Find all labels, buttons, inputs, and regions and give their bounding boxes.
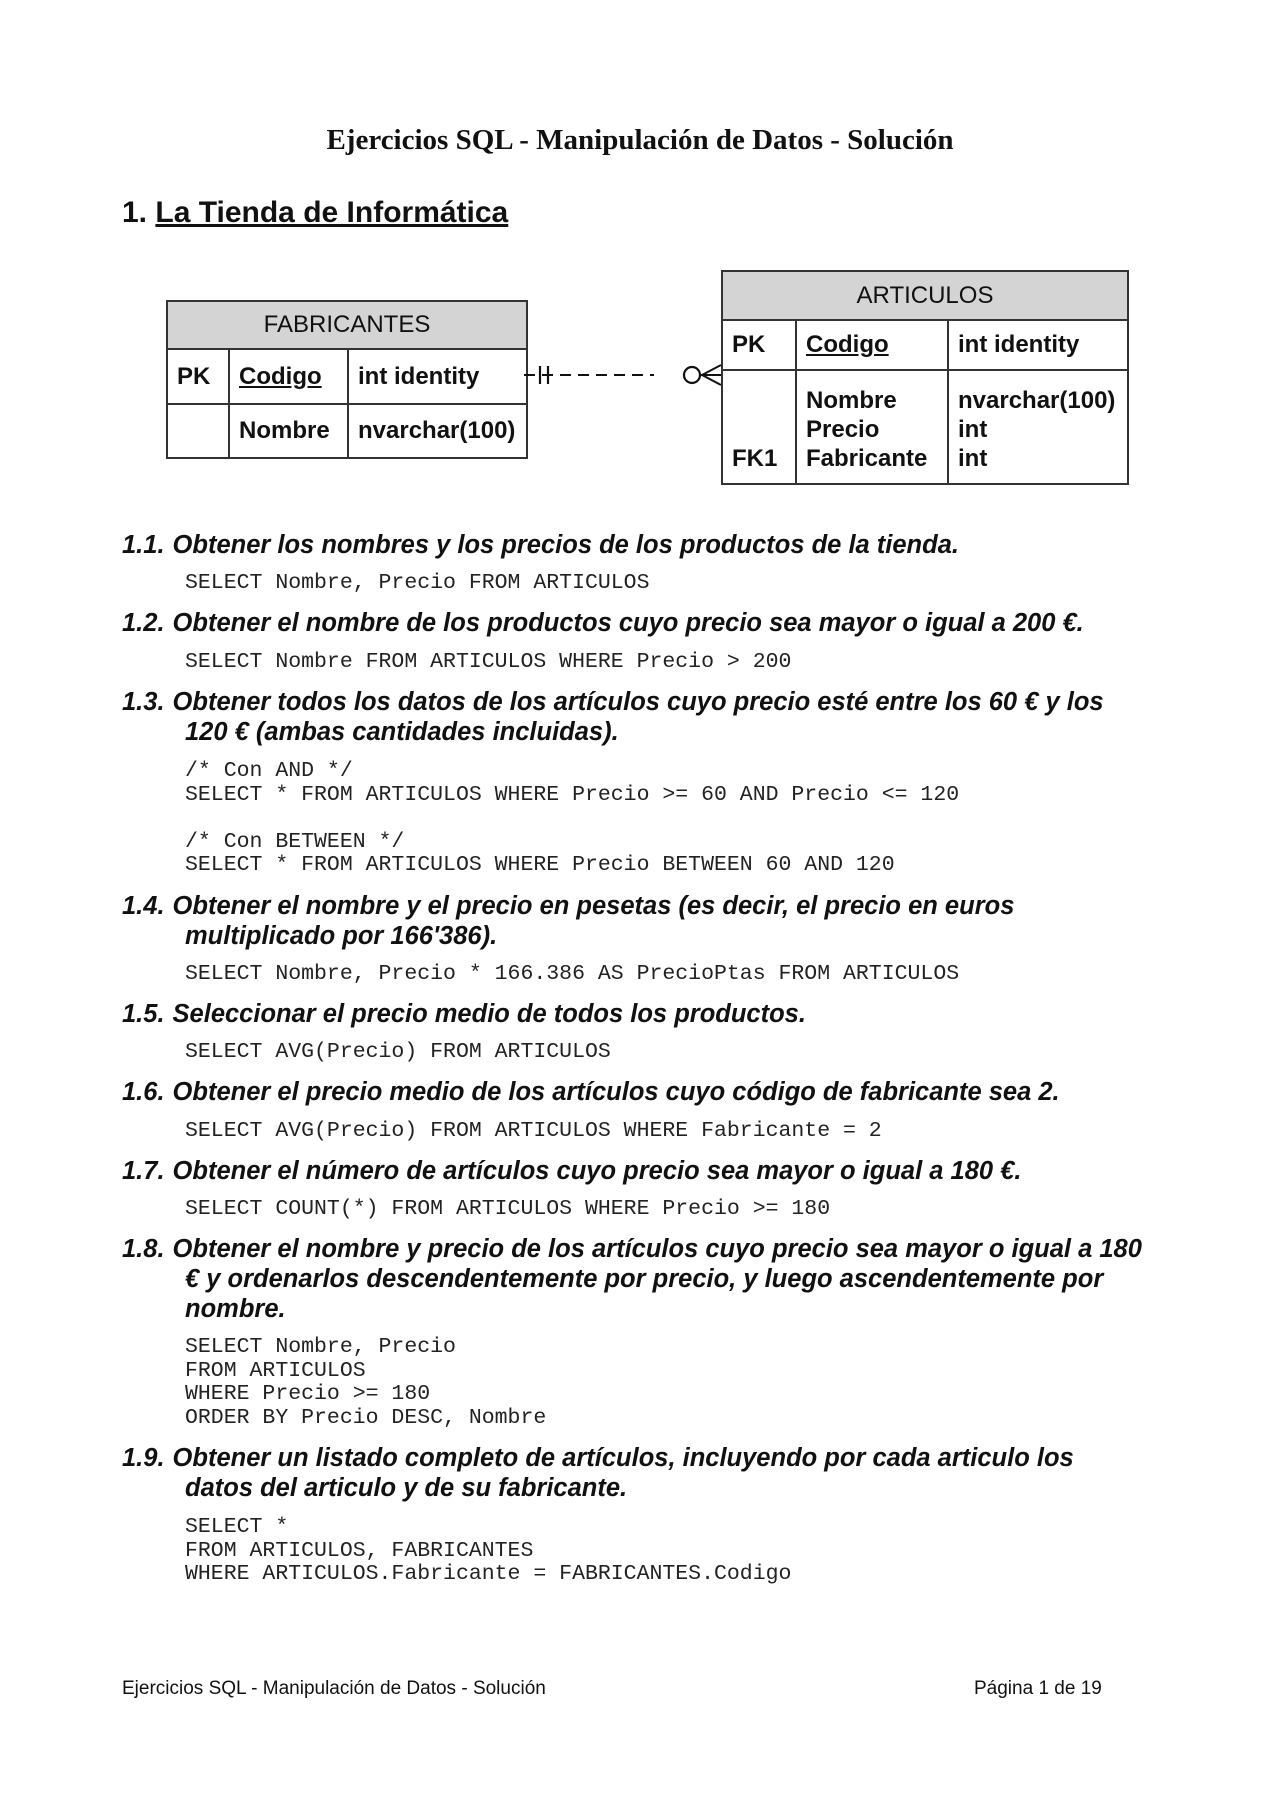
exercise-question [122, 1443, 1182, 1503]
zero-circle-mark [684, 367, 700, 383]
question-line: multiplicado por 166'386). [185, 922, 498, 950]
question-line: € y ordenarlos descendentemente por precio, y luego ascendentemente por [185, 1265, 1104, 1293]
question-line: datos del articulo y de su fabricante. [185, 1474, 628, 1502]
question-line: Obtener el nombre y el precio en pesetas (es decir, el precio en euros [172, 892, 1015, 920]
sql-code: SELECT COUNT(*) FROM ARTICULOS WHERE Precio >= 180 [185, 1197, 831, 1221]
er-type: int identity [947, 321, 1127, 369]
er-type: nvarchar(100) [958, 387, 1116, 414]
er-row [723, 321, 1127, 369]
question-line: nombre. [185, 1295, 286, 1323]
er-type: nvarchar(100) [347, 405, 526, 457]
question-line: 120 € (ambas cantidades incluidas). [185, 718, 619, 746]
sql-code: SELECT Nombre, Precio FROM ARTICULOS WHERE Precio >= 180 ORDER BY Precio DESC, Nombre [185, 1335, 547, 1430]
question-line: Obtener el nombre de los productos cuyo precio sea mayor o igual a 200 €. [172, 609, 1084, 637]
sql-code: SELECT Nombre FROM ARTICULOS WHERE Precio > 200 [185, 650, 792, 674]
exercise-question [122, 1234, 1182, 1324]
section-title: La Tienda de Informática [155, 196, 509, 229]
exercise-question [122, 891, 1182, 951]
sql-code: SELECT * FROM ARTICULOS, FABRICANTES WHERE ARTICULOS.Fabricante = FABRICANTES.Codigo [185, 1515, 792, 1586]
er-field: Codigo [228, 350, 347, 403]
section-number: 1. [122, 196, 148, 229]
sql-code: SELECT Nombre, Precio FROM ARTICULOS [185, 571, 650, 595]
exercise-number: 1.2. [122, 609, 165, 637]
er-table-articulos [721, 270, 1129, 485]
question-line: Seleccionar el precio medio de todos los productos. [172, 1000, 806, 1028]
er-key: FK1 [732, 445, 778, 472]
question-line: Obtener el número de artículos cuyo precio sea mayor o igual a 180 €. [172, 1157, 1022, 1185]
relationship-connector [522, 360, 724, 390]
er-table-fabricantes [166, 300, 528, 459]
er-type-column [947, 371, 1127, 483]
crow-foot-mark [702, 375, 721, 385]
exercise-question [122, 999, 1182, 1029]
er-field: Fabricante [806, 445, 928, 472]
exercise-question [122, 687, 1182, 747]
question-line: Obtener el precio medio de los artículos cuyo código de fabricante sea 2. [172, 1078, 1060, 1106]
sql-code: /* Con AND */ SELECT * FROM ARTICULOS WHERE Precio >= 60 AND Precio <= 120 /* Con BETWEEN */ SELECT * FROM ARTICULOS WHERE Precio BETWEEN 60 AND 120 [185, 759, 960, 877]
exercise-question [122, 1156, 1182, 1186]
exercise-number: 1.5. [122, 1000, 165, 1028]
exercise-question [122, 1077, 1182, 1107]
exercise-number: 1.3. [122, 688, 165, 716]
er-field-column [795, 371, 947, 483]
er-table-header: FABRICANTES [168, 302, 526, 350]
exercise-question [122, 530, 1182, 560]
er-table-header: ARTICULOS [723, 272, 1127, 321]
question-line: Obtener un listado completo de artículos, incluyendo por cada articulo los [172, 1444, 1074, 1472]
er-row [168, 403, 526, 457]
document-title: Ejercicios SQL - Manipulación de Datos - Solución [326, 124, 954, 156]
exercise-number: 1.9. [122, 1444, 165, 1472]
footer-page-number: Página 1 de 19 [974, 1678, 1102, 1699]
er-type: int [958, 416, 988, 443]
sql-code: SELECT Nombre, Precio * 166.386 AS PrecioPtas FROM ARTICULOS [185, 962, 960, 986]
exercise-number: 1.4. [122, 892, 165, 920]
er-field: Codigo [795, 321, 947, 369]
er-key: PK [732, 331, 766, 358]
er-field: Nombre [806, 387, 897, 414]
exercise-number: 1.6. [122, 1078, 165, 1106]
er-field: Precio [806, 416, 880, 443]
exercise-number: 1.7. [122, 1157, 165, 1185]
sql-code: SELECT AVG(Precio) FROM ARTICULOS WHERE Fabricante = 2 [185, 1119, 882, 1143]
question-line: Obtener los nombres y los precios de los productos de la tienda. [172, 531, 959, 559]
er-row [723, 369, 1127, 483]
er-key-column [723, 371, 795, 483]
section-heading [122, 196, 508, 230]
exercise-question [122, 608, 1182, 638]
crow-foot-mark [702, 365, 721, 375]
er-type: int identity [347, 350, 526, 403]
er-row [168, 350, 526, 403]
er-field: Nombre [228, 405, 347, 457]
er-key [168, 405, 228, 457]
question-line: Obtener todos los datos de los artículos cuyo precio esté entre los 60 € y los [172, 688, 1104, 716]
sql-code: SELECT AVG(Precio) FROM ARTICULOS [185, 1040, 611, 1064]
footer-document-title: Ejercicios SQL - Manipulación de Datos - Solución [122, 1678, 546, 1699]
question-line: Obtener el nombre y precio de los artículos cuyo precio sea mayor o igual a 180 [172, 1235, 1142, 1263]
exercise-number: 1.1. [122, 531, 165, 559]
er-type: int [958, 445, 988, 472]
exercise-number: 1.8. [122, 1235, 165, 1263]
er-key: PK [177, 362, 211, 390]
